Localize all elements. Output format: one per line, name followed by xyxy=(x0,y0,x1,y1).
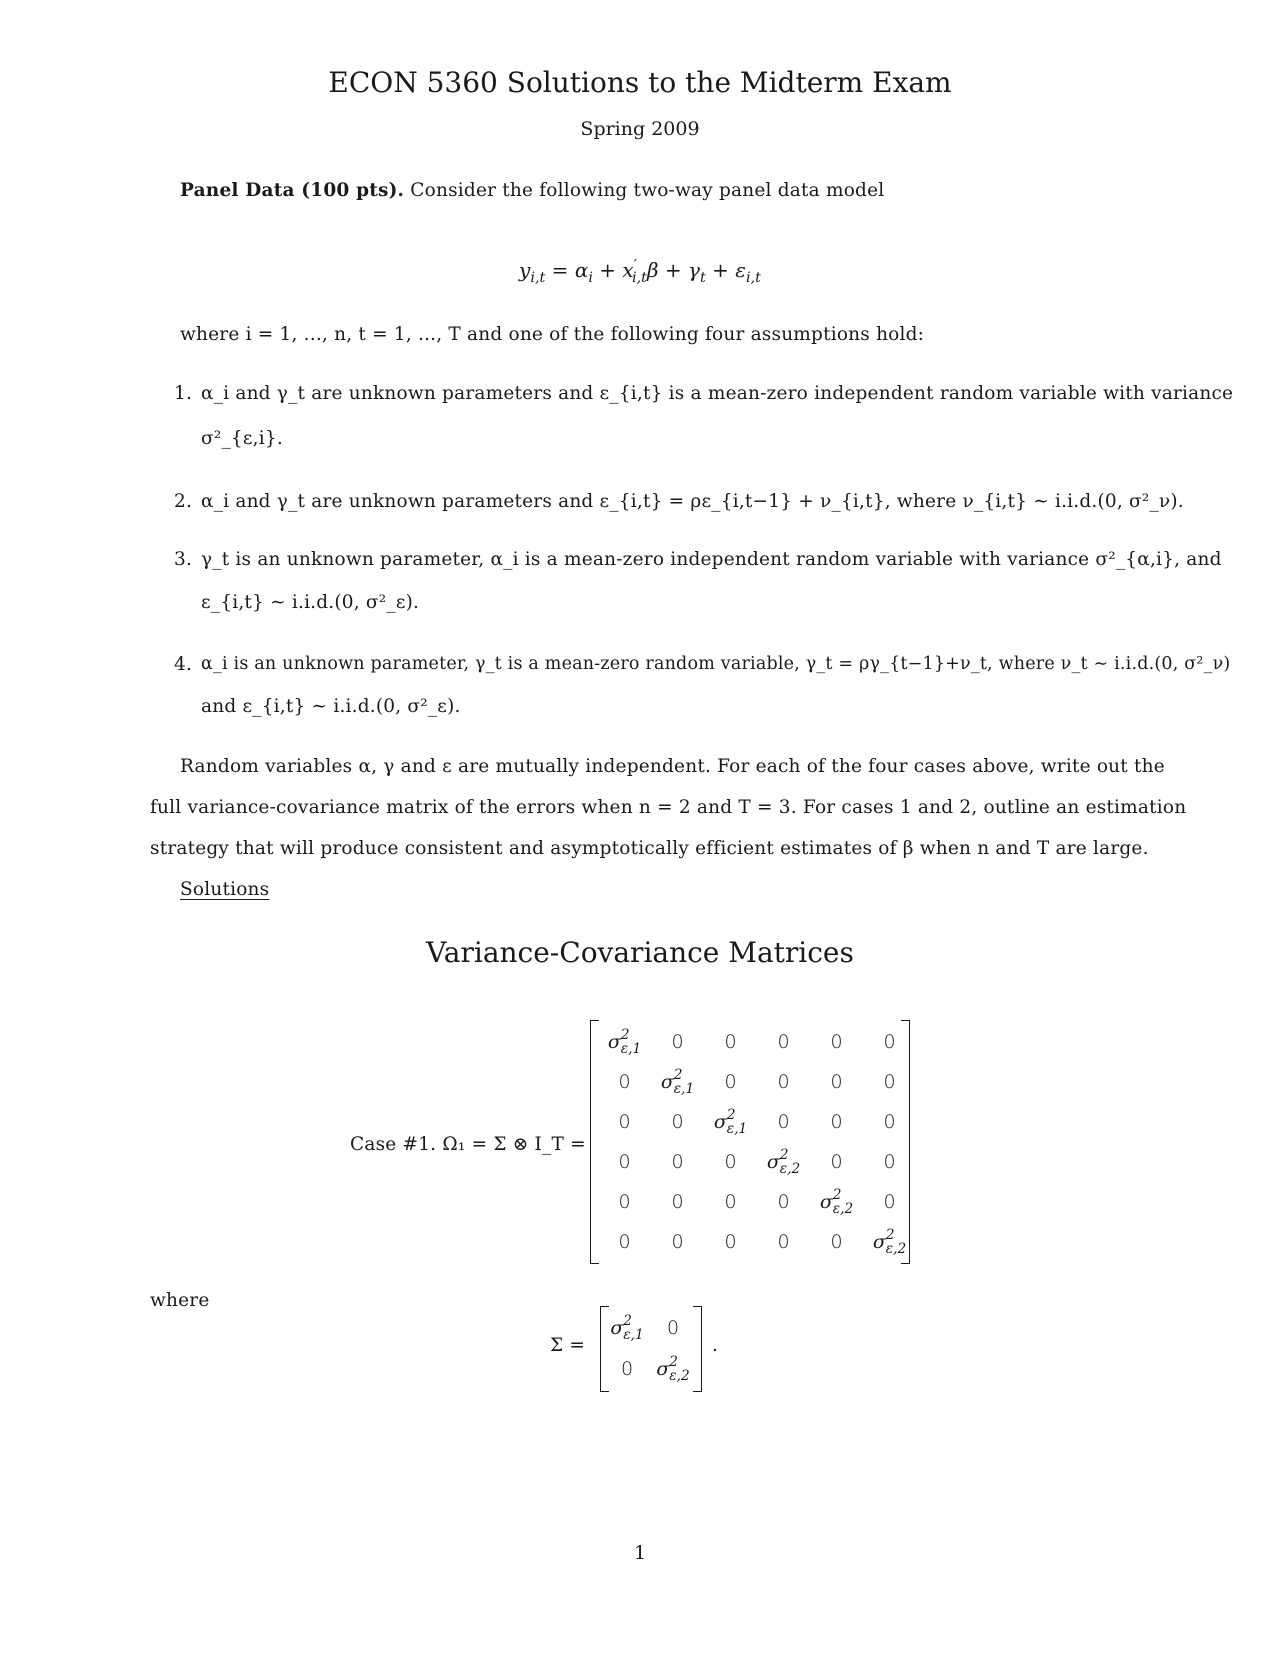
omega1-cell-r3-c5: 0 xyxy=(830,1111,843,1133)
omega1-cell-r3-c6: 0 xyxy=(883,1111,896,1133)
omega1-cell-r3-c3: σ 2 ε,1 xyxy=(713,1107,748,1137)
omega1-cell-r2-c3: 0 xyxy=(724,1071,737,1093)
solutions-label: Solutions xyxy=(180,879,270,900)
omega1-cell-r1-c1: σ 2 ε,1 xyxy=(607,1027,642,1057)
omega1-cell-r6-c2: 0 xyxy=(671,1231,684,1253)
omega1-cell-r5-c6: 0 xyxy=(883,1191,896,1213)
omega1-cell-r6-c1: 0 xyxy=(618,1231,631,1253)
assumption-1-line1: α_i and γ_t are unknown parameters and ε_{i,t} is a mean-zero independent random variable with variance xyxy=(201,383,1234,404)
case1-label: Case #1. xyxy=(350,1134,437,1155)
sigma-cell-r1-c1: σ 2 ε,1 xyxy=(610,1313,644,1343)
paragraph-line-1: Random variables α, γ and ε are mutually independent. For each of the four cases above, write out the xyxy=(180,756,1165,777)
omega1-cell-r6-c6: σ 2 ε,2 xyxy=(872,1227,907,1257)
omega1-cell-r1-c4: 0 xyxy=(777,1031,790,1053)
omega1-cell-r2-c5: 0 xyxy=(830,1071,843,1093)
assumption-2-num: 2. xyxy=(174,491,193,512)
paragraph-line-2: full variance-covariance matrix of the errors when n = 2 and T = 3. For cases 1 and 2, outline an estimation xyxy=(150,797,1187,818)
omega1-cell-r2-c1: 0 xyxy=(618,1071,631,1093)
sigma-cell-r1-c2: 0 xyxy=(666,1317,680,1339)
omega1-cell-r6-c3: 0 xyxy=(724,1231,737,1253)
omega1-cell-r6-c5: 0 xyxy=(830,1231,843,1253)
omega1-cell-r1-c6: 0 xyxy=(883,1031,896,1053)
omega1-cell-r2-c6: 0 xyxy=(883,1071,896,1093)
assumption-3-line2: ε_{i,t} ∼ i.i.d.(0, σ²_ε). xyxy=(201,592,420,613)
omega1-cell-r1-c5: 0 xyxy=(830,1031,843,1053)
intro-line xyxy=(180,180,884,201)
assumption-3-num: 3. xyxy=(174,549,193,570)
document-subtitle: Spring 2009 xyxy=(580,118,700,140)
document-title: ECON 5360 Solutions to the Midterm Exam xyxy=(328,66,952,99)
assumption-3-line1: γ_t is an unknown parameter, α_i is a mean-zero independent random variable with variance σ²_{α,i}, and xyxy=(201,549,1222,570)
section-title: Variance-Covariance Matrices xyxy=(426,936,854,969)
sigma-label: Σ = xyxy=(550,1335,586,1356)
case1-formula: Ω₁ = Σ ⊗ I_T = xyxy=(442,1134,586,1155)
intro-heading: Panel Data (100 pts). xyxy=(180,180,405,201)
where-label: where xyxy=(150,1290,210,1311)
assumption-4-line2: and ε_{i,t} ∼ i.i.d.(0, σ²_ε). xyxy=(201,696,461,717)
omega1-cell-r5-c2: 0 xyxy=(671,1191,684,1213)
omega1-matrix xyxy=(590,1020,910,1264)
omega1-cell-r2-c2: σ 2 ε,1 xyxy=(660,1067,695,1097)
sigma-cell-r2-c1: 0 xyxy=(620,1358,634,1380)
omega1-cell-r4-c2: 0 xyxy=(671,1151,684,1173)
paragraph-line-3: strategy that will produce consistent and asymptotically efficient estimates of β when n and T are large. xyxy=(150,838,1149,859)
intro-text: Consider the following two-way panel data model xyxy=(410,180,885,201)
sigma-cell-r2-c2: σ 2 ε,2 xyxy=(656,1354,690,1384)
omega1-cell-r5-c4: 0 xyxy=(777,1191,790,1213)
page-number: 1 xyxy=(633,1542,647,1564)
model-equation: $y_{i,t} = \alpha_i + x'_{i,t}\beta + \gamma_t + \varepsilon_{i,t}$ xyxy=(519,257,761,286)
assumption-1-line2: σ²_{ε,i}. xyxy=(201,428,283,449)
omega1-cell-r6-c4: 0 xyxy=(777,1231,790,1253)
omega1-cell-r5-c5: σ 2 ε,2 xyxy=(819,1187,854,1217)
assumption-1-num: 1. xyxy=(174,383,193,404)
omega1-cell-r5-c1: 0 xyxy=(618,1191,631,1213)
omega1-cell-r3-c4: 0 xyxy=(777,1111,790,1133)
omega1-cell-r4-c4: σ 2 ε,2 xyxy=(766,1147,801,1177)
omega1-cell-r3-c2: 0 xyxy=(671,1111,684,1133)
sigma-period: . xyxy=(712,1335,719,1356)
omega1-cell-r5-c3: 0 xyxy=(724,1191,737,1213)
omega1-cell-r2-c4: 0 xyxy=(777,1071,790,1093)
assumption-4-line1: α_i is an unknown parameter, γ_t is a mean-zero random variable, γ_t = ργ_{t−1}+ν_t, where ν_t ∼ i.i.d.(0, σ²_ν) xyxy=(201,654,1231,674)
omega1-cell-r4-c5: 0 xyxy=(830,1151,843,1173)
omega1-cell-r4-c1: 0 xyxy=(618,1151,631,1173)
case1-line xyxy=(350,1134,586,1155)
omega1-cell-r4-c3: 0 xyxy=(724,1151,737,1173)
assumption-2-line1: α_i and γ_t are unknown parameters and ε_{i,t} = ρε_{i,t−1} + ν_{i,t}, where ν_{i,t} ∼ i.i.d.(0, σ²_ν). xyxy=(201,491,1184,512)
assumption-4-num: 4. xyxy=(174,654,193,675)
omega1-cell-r3-c1: 0 xyxy=(618,1111,631,1133)
omega1-cell-r1-c3: 0 xyxy=(724,1031,737,1053)
omega1-cell-r1-c2: 0 xyxy=(671,1031,684,1053)
omega1-cell-r4-c6: 0 xyxy=(883,1151,896,1173)
sigma-matrix xyxy=(600,1306,702,1392)
where-line: where i = 1, ..., n, t = 1, ..., T and one of the following four assumptions hold: xyxy=(180,324,925,345)
